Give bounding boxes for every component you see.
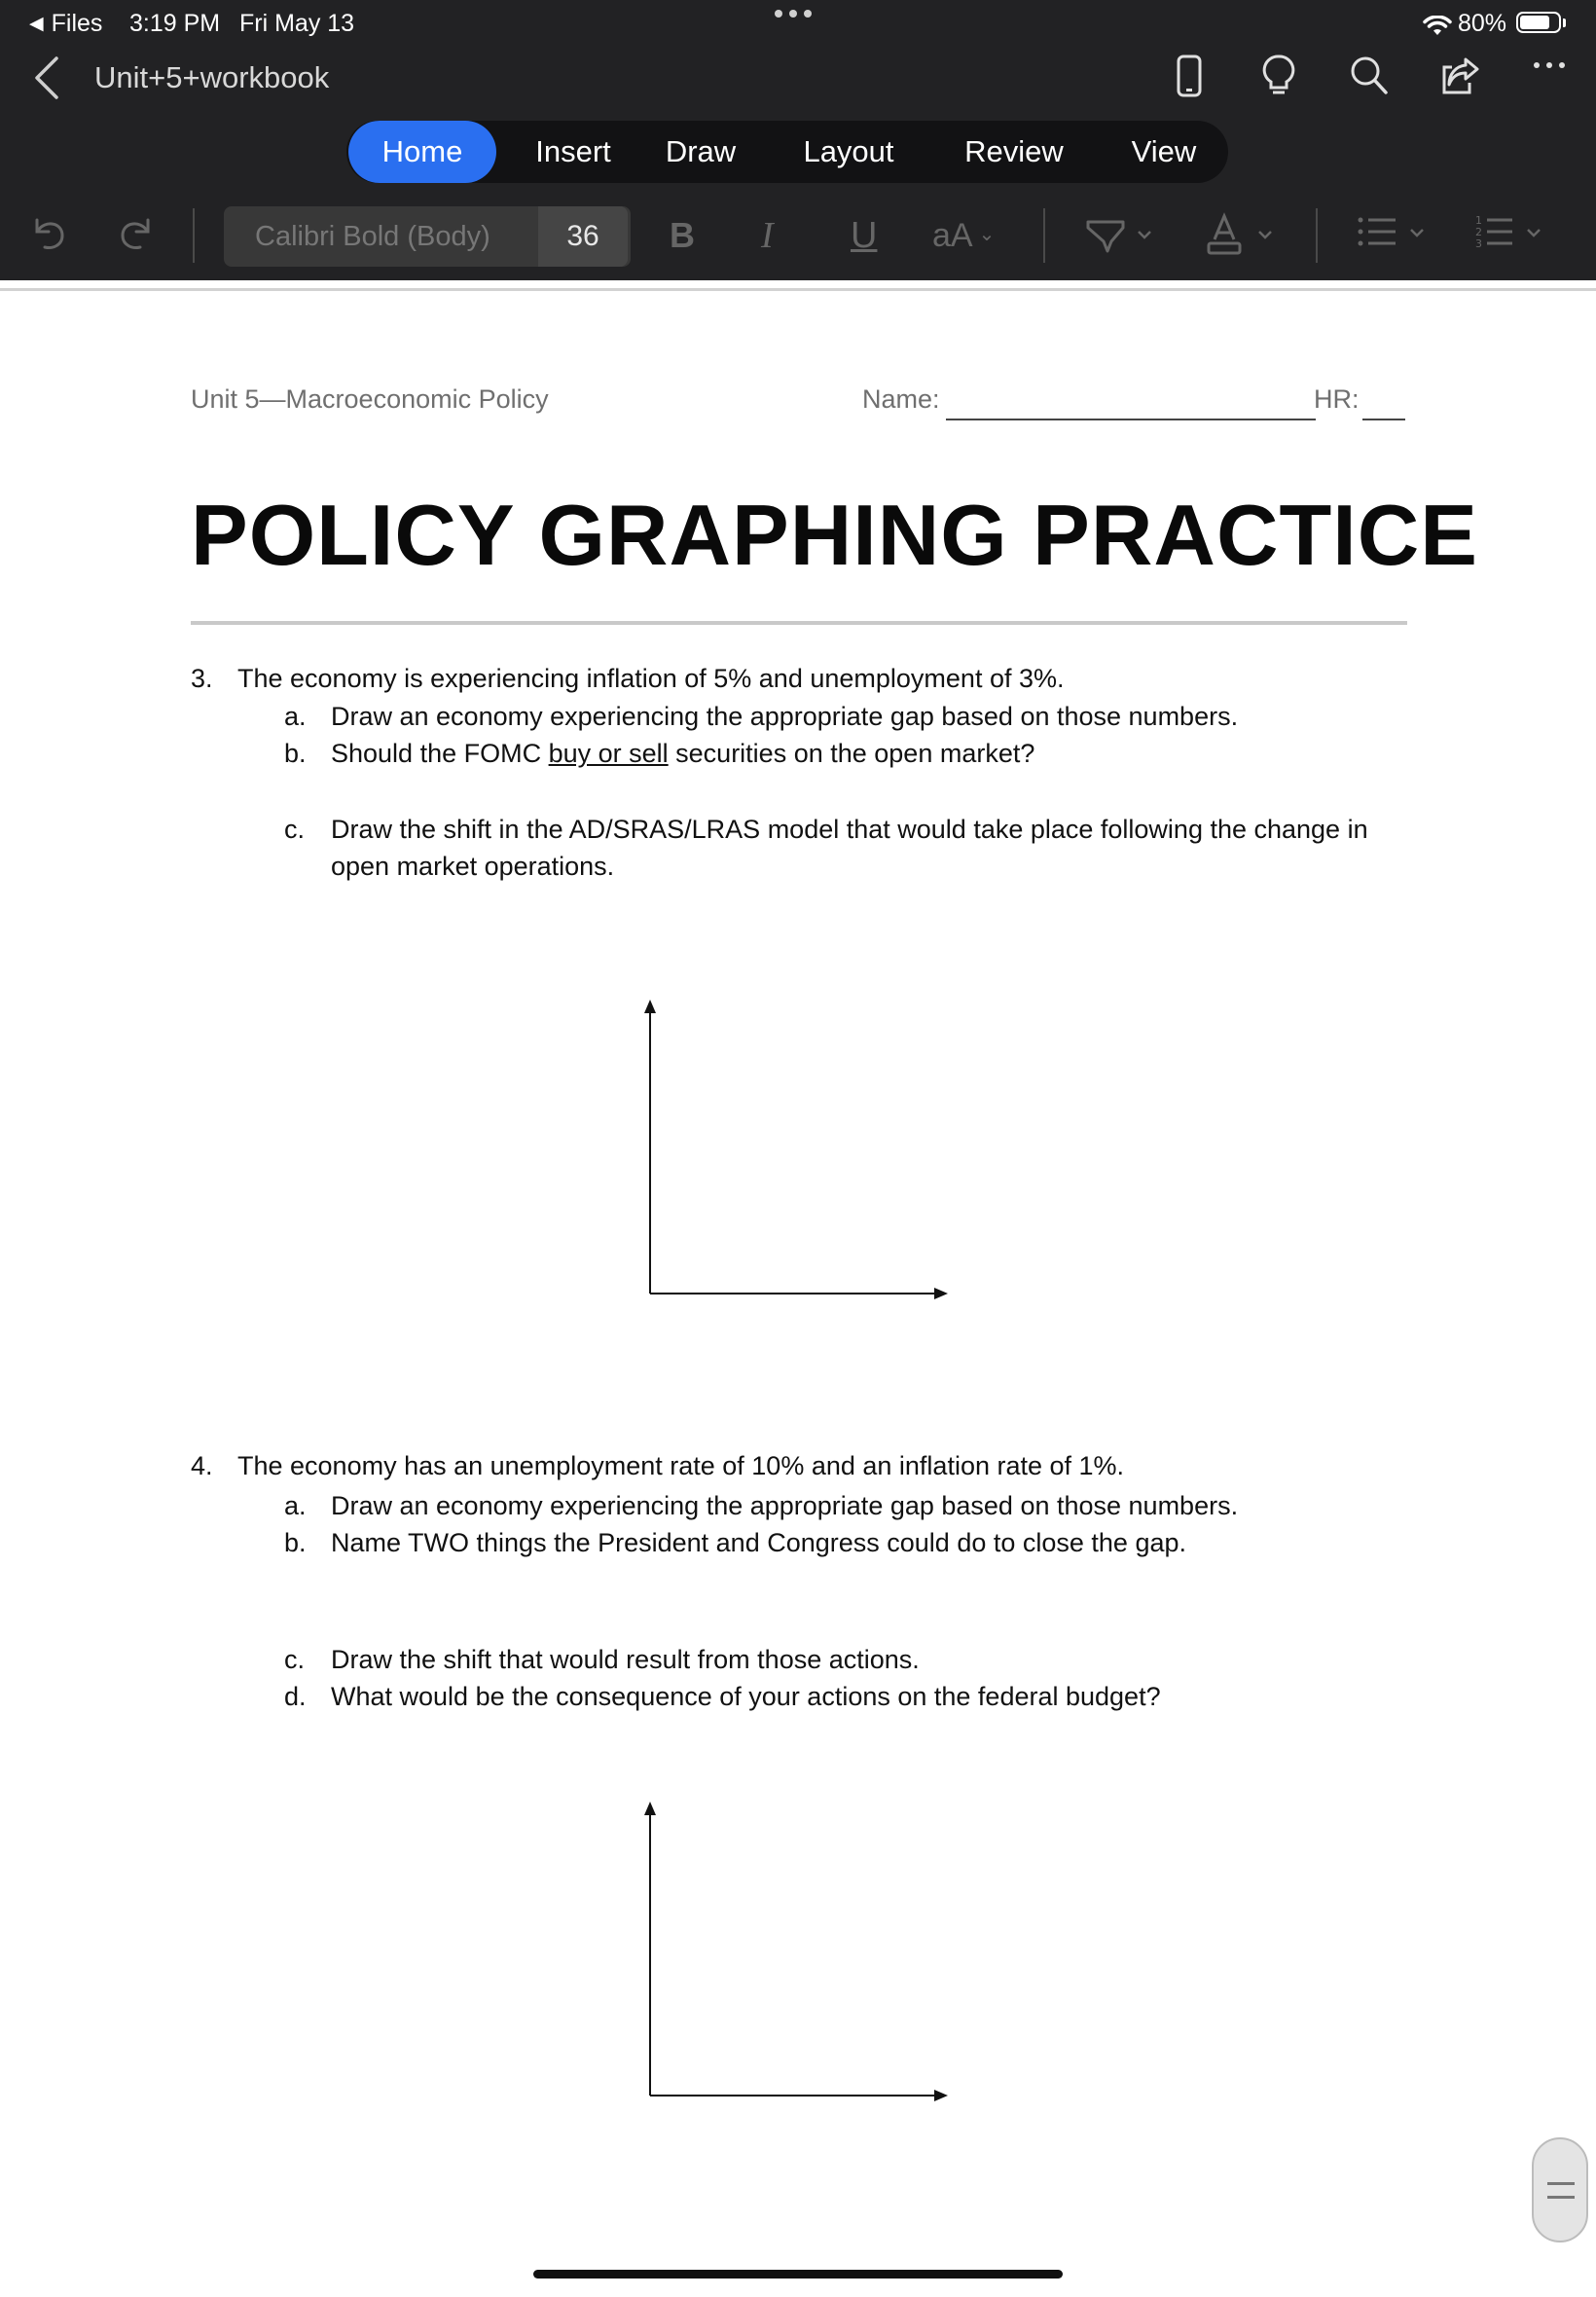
- page-title: POLICY GRAPHING PRACTICE: [191, 487, 1478, 583]
- tab-home[interactable]: Home: [348, 121, 496, 183]
- svg-text:1: 1: [1475, 214, 1482, 227]
- q4b-letter: b.: [284, 1528, 307, 1557]
- battery-icon: [1516, 12, 1561, 33]
- q4b-text: Name TWO things the President and Congress could do to close the gap.: [331, 1528, 1186, 1557]
- text-size-label: aA: [932, 217, 973, 254]
- chevron-down-icon: ⌄: [978, 224, 996, 245]
- ribbon-divider: [193, 208, 195, 263]
- q3b-pre: Should the FOMC: [331, 739, 549, 768]
- bulleted-list-icon[interactable]: [1355, 206, 1433, 266]
- q3b-underlined: buy or sell: [548, 739, 669, 768]
- hr-label: HR:: [1314, 384, 1360, 414]
- italic-button[interactable]: I: [761, 215, 774, 256]
- status-back-label: Files: [51, 10, 103, 37]
- battery-tip: [1563, 18, 1566, 27]
- tab-draw[interactable]: Draw: [665, 134, 737, 168]
- font-size-select[interactable]: 36: [538, 206, 628, 267]
- q3-text: The economy is experiencing inflation of 5% and unemployment of 3%.: [237, 664, 1065, 693]
- q3a-text: Draw an economy experiencing the appropriate gap based on those numbers.: [331, 702, 1239, 731]
- numbered-list-icon[interactable]: [1475, 206, 1553, 266]
- undo-icon[interactable]: [27, 206, 70, 266]
- q3a-letter: a.: [284, 702, 307, 731]
- app-chrome: [0, 0, 1596, 280]
- status-back-to-files[interactable]: ◀ Files: [29, 10, 103, 37]
- svg-text:2: 2: [1475, 226, 1482, 238]
- multitasking-dots-icon[interactable]: [775, 10, 812, 18]
- q3b-letter: b.: [284, 739, 307, 768]
- tab-layout[interactable]: Layout: [803, 134, 894, 168]
- q4a-letter: a.: [284, 1491, 307, 1520]
- q3-graph-axes: [623, 996, 954, 1301]
- text-size-button[interactable]: [932, 208, 995, 268]
- font-color-icon[interactable]: [1205, 206, 1279, 266]
- q4-text: The economy has an unemployment rate of 10% and an inflation rate of 1%.: [237, 1451, 1125, 1480]
- redo-icon[interactable]: [115, 206, 158, 266]
- name-label: Name:: [862, 384, 940, 414]
- tab-review[interactable]: Review: [964, 134, 1064, 168]
- q3-number: 3.: [191, 664, 213, 693]
- share-icon[interactable]: [1440, 54, 1481, 103]
- q4d-letter: d.: [284, 1682, 307, 1711]
- q4c-letter: c.: [284, 1645, 306, 1674]
- highlighter-icon[interactable]: [1084, 206, 1158, 266]
- q3c-letter: c.: [284, 815, 306, 844]
- q3c-text-line2: open market operations.: [331, 852, 615, 881]
- q4c-text: Draw the shift that would result from those actions.: [331, 1645, 920, 1674]
- document-title[interactable]: Unit+5+workbook: [94, 60, 330, 94]
- mobile-view-icon[interactable]: [1176, 54, 1203, 103]
- battery-percent: 80%: [1458, 10, 1507, 37]
- more-options-icon[interactable]: [1532, 58, 1567, 77]
- back-chevron-icon[interactable]: [29, 55, 64, 106]
- wifi-icon: [1423, 12, 1452, 47]
- q3c-text-line1: Draw the shift in the AD/SRAS/LRAS model that would take place following the change in: [331, 815, 1368, 844]
- tab-view[interactable]: View: [1131, 134, 1197, 168]
- font-family-value: Calibri Bold (Body): [255, 221, 490, 252]
- q4a-text: Draw an economy experiencing the appropriate gap based on those numbers.: [331, 1491, 1239, 1520]
- status-time: 3:19 PM: [129, 10, 221, 37]
- search-icon[interactable]: [1349, 54, 1390, 103]
- q3b-text: [331, 736, 1034, 771]
- ribbon-tabs: [346, 121, 1228, 183]
- hr-blank-line: [1362, 419, 1405, 420]
- bold-button[interactable]: B: [670, 215, 695, 255]
- status-date: Fri May 13: [239, 10, 355, 37]
- document-page[interactable]: [0, 291, 1596, 2297]
- q4-graph-axes: [623, 1798, 954, 2103]
- underline-button[interactable]: U: [851, 215, 878, 256]
- ribbon-divider: [1316, 208, 1318, 263]
- tab-insert[interactable]: Insert: [535, 134, 611, 168]
- header-unit: Unit 5—Macroeconomic Policy: [191, 384, 549, 414]
- svg-text:3: 3: [1475, 237, 1482, 250]
- name-blank-line: [946, 419, 1316, 420]
- q4-number: 4.: [191, 1451, 213, 1480]
- q3b-post: securities on the open market?: [668, 739, 1035, 768]
- q4d-text: What would be the consequence of your actions on the federal budget?: [331, 1682, 1161, 1711]
- lightbulb-icon[interactable]: [1261, 54, 1296, 103]
- home-indicator[interactable]: [533, 2270, 1063, 2279]
- ribbon-divider: [1043, 208, 1045, 263]
- title-rule: [191, 621, 1407, 625]
- scroll-handle[interactable]: [1532, 2137, 1588, 2242]
